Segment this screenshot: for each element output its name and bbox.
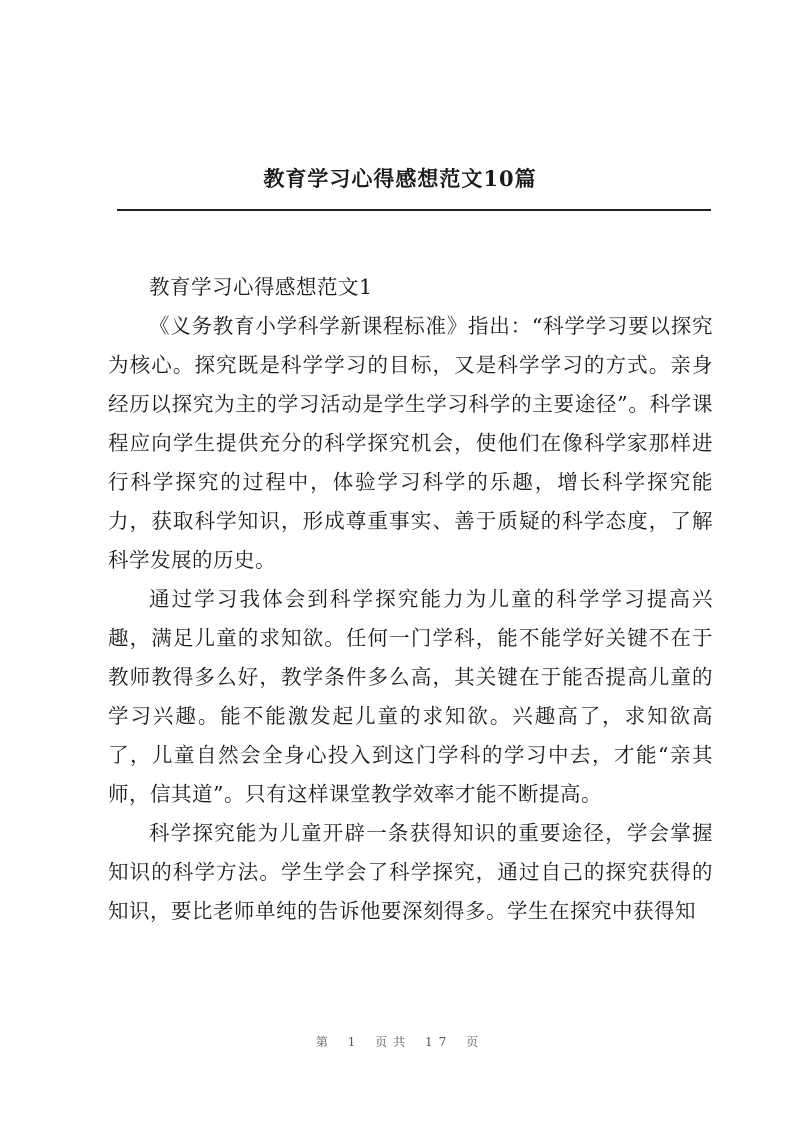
paragraph-2: 通过学习我体会到科学探究能力为儿童的科学学习提高兴趣，满足儿童的求知欲。任何一门学科，能不能学好关键不在于教师教得多么好，教学条件多么高，其关键在于能否提高儿童的学习兴趣。能不能激发起儿童的求知欲。兴趣高了，求知欲高了，儿童自然会全身心投入到这门学科的学习中去，才能“亲其师，信其道”。只有这样课堂教学效率才能不断提高。 (108, 587, 713, 806)
document-body (108, 268, 713, 931)
title-divider (117, 209, 711, 211)
document-title: 教育学习心得感想范文10篇 (263, 166, 537, 191)
paragraph-3: 科学探究能为儿童开辟一条获得知识的重要途径，学会掌握知识的科学方法。学生学会了科学探究，通过自己的探究获得的知识，要比老师单纯的告诉他要深刻得多。学生在探究中获得知 (108, 821, 713, 923)
section-heading: 教育学习心得感想范文1 (149, 275, 373, 299)
page-number-footer: 第 1 页共 17 页 (315, 1035, 485, 1049)
paragraph-1: 《义务教育小学科学新课程标准》指出：“科学学习要以探究为核心。探究既是科学学习的目标，又是科学学习的方式。亲身经历以探究为主的学习活动是学生学习科学的主要途径”。科学课程应向学生提供充分的科学探究机会，使他们在像科学家那样进行科学探究的过程中，体验学习科学的乐趣，增长科学探究能力，获取科学知识，形成尊重事实、善于质疑的科学态度，了解科学发展的历史。 (108, 314, 713, 572)
